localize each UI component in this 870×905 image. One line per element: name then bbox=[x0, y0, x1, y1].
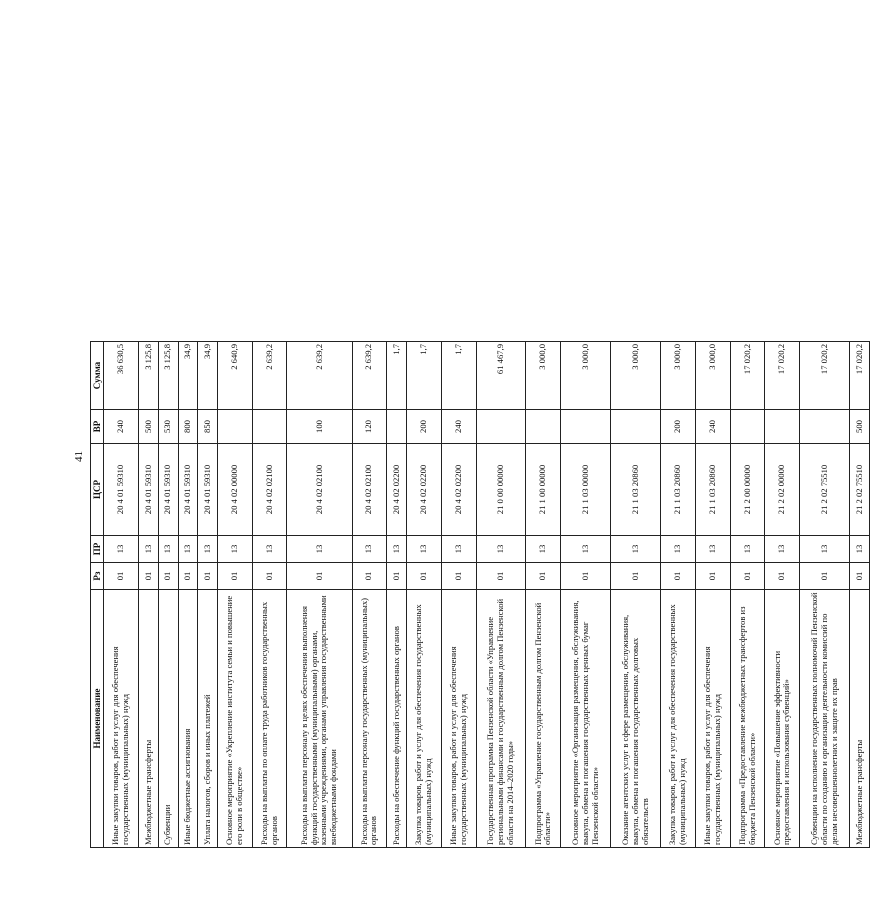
row-csr: 20 4 02 02200 bbox=[387, 444, 407, 536]
row-rz: 01 bbox=[178, 563, 198, 590]
row-pr: 13 bbox=[800, 536, 850, 563]
row-vr bbox=[526, 410, 561, 444]
row-name: Расходы на выплаты персоналу государственных (муниципальных) органов bbox=[352, 590, 387, 848]
row-csr: 21 1 03 20860 bbox=[611, 444, 661, 536]
row-vr bbox=[611, 410, 661, 444]
row-name: Расходы на выплаты по оплате труда работников государственных органов bbox=[252, 590, 287, 848]
row-rz: 01 bbox=[387, 563, 407, 590]
header-csr: ЦСР bbox=[91, 444, 104, 536]
row-pr: 13 bbox=[850, 536, 870, 563]
row-pr: 13 bbox=[695, 536, 730, 563]
row-rz: 01 bbox=[217, 563, 252, 590]
table-row bbox=[561, 342, 611, 848]
row-pr: 13 bbox=[252, 536, 287, 563]
row-name: Оказание агентских услуг в сфере размещения, обслуживания, выкупа, обмена и погашения государственных долговых обязательств bbox=[611, 590, 661, 848]
table-row bbox=[287, 342, 352, 848]
table-header-row bbox=[91, 342, 104, 848]
table-row bbox=[217, 342, 252, 848]
row-vr: 240 bbox=[441, 410, 476, 444]
row-sum: 34,9 bbox=[178, 342, 198, 410]
row-sum: 17 020,2 bbox=[850, 342, 870, 410]
row-sum: 2 640,9 bbox=[217, 342, 252, 410]
row-vr bbox=[800, 410, 850, 444]
row-name: Иные закупки товаров, работ и услуг для обеспечения государственных (муниципальных) нужд bbox=[441, 590, 476, 848]
row-csr: 21 1 03 00000 bbox=[561, 444, 611, 536]
row-name: Субвенции bbox=[158, 590, 178, 848]
row-csr: 21 1 00 00000 bbox=[526, 444, 561, 536]
row-vr: 500 bbox=[850, 410, 870, 444]
row-sum: 3 000,0 bbox=[661, 342, 696, 410]
budget-table bbox=[90, 341, 870, 848]
row-csr: 20 4 02 02200 bbox=[441, 444, 476, 536]
row-name: Иные закупки товаров, работ и услуг для обеспечения государственных (муниципальных) нужд bbox=[104, 590, 139, 848]
row-rz: 01 bbox=[526, 563, 561, 590]
table-row bbox=[476, 342, 526, 848]
row-pr: 13 bbox=[287, 536, 352, 563]
row-rz: 01 bbox=[139, 563, 159, 590]
row-csr: 20 4 02 02200 bbox=[406, 444, 441, 536]
row-vr: 240 bbox=[695, 410, 730, 444]
row-name: Расходы на выплаты персоналу в целях обеспечения выполнения функций государственными (муниципальными) органами, казенными учреждениями, органами управления государственными внебюджетными фондами bbox=[287, 590, 352, 848]
row-name: Основное мероприятие «Укрепление института семьи и повышение его роли в обществе» bbox=[217, 590, 252, 848]
row-rz: 01 bbox=[158, 563, 178, 590]
row-vr bbox=[765, 410, 800, 444]
row-vr: 500 bbox=[139, 410, 159, 444]
row-name: Межбюджетные трансферты bbox=[139, 590, 159, 848]
table-row bbox=[104, 342, 139, 848]
row-name: Закупка товаров, работ и услуг для обеспечения государственных (муниципальных) нужд bbox=[661, 590, 696, 848]
row-csr: 20 4 01 59310 bbox=[178, 444, 198, 536]
page-number: 41 bbox=[73, 451, 85, 462]
table-row bbox=[406, 342, 441, 848]
row-vr bbox=[730, 410, 765, 444]
row-name: Иные закупки товаров, работ и услуг для обеспечения государственных (муниципальных) нужд bbox=[695, 590, 730, 848]
row-pr: 13 bbox=[561, 536, 611, 563]
row-pr: 13 bbox=[661, 536, 696, 563]
row-vr: 530 bbox=[158, 410, 178, 444]
row-sum: 3 125,8 bbox=[139, 342, 159, 410]
table-row bbox=[352, 342, 387, 848]
row-rz: 01 bbox=[252, 563, 287, 590]
row-name: Межбюджетные трансферты bbox=[850, 590, 870, 848]
row-sum: 3 125,8 bbox=[158, 342, 178, 410]
rotated-page bbox=[70, 65, 864, 848]
row-csr: 21 2 00 00000 bbox=[730, 444, 765, 536]
row-vr bbox=[476, 410, 526, 444]
table-row bbox=[198, 342, 218, 848]
row-vr: 200 bbox=[406, 410, 441, 444]
table-row bbox=[158, 342, 178, 848]
table-row bbox=[730, 342, 765, 848]
row-vr: 120 bbox=[352, 410, 387, 444]
row-name: Государственная программа Пензенской области «Управление региональными финансами и государственным долгом Пензенской области на 2014–2020 годы» bbox=[476, 590, 526, 848]
row-name: Основное мероприятие «Организация размещения, обслуживания, выкупа, обмена и погашения государственных ценных бумаг Пензенской области» bbox=[561, 590, 611, 848]
row-sum: 36 630,5 bbox=[104, 342, 139, 410]
row-csr: 21 1 03 20860 bbox=[661, 444, 696, 536]
row-sum: 1,7 bbox=[406, 342, 441, 410]
row-sum: 3 000,0 bbox=[611, 342, 661, 410]
table-row bbox=[695, 342, 730, 848]
row-pr: 13 bbox=[387, 536, 407, 563]
row-pr: 13 bbox=[217, 536, 252, 563]
row-vr: 850 bbox=[198, 410, 218, 444]
header-vr: ВР bbox=[91, 410, 104, 444]
row-csr: 21 2 02 75510 bbox=[850, 444, 870, 536]
table-row bbox=[526, 342, 561, 848]
header-pr: ПР bbox=[91, 536, 104, 563]
row-pr: 13 bbox=[198, 536, 218, 563]
row-pr: 13 bbox=[406, 536, 441, 563]
row-rz: 01 bbox=[800, 563, 850, 590]
row-vr: 200 bbox=[661, 410, 696, 444]
row-sum: 1,7 bbox=[387, 342, 407, 410]
table-row bbox=[850, 342, 870, 848]
row-sum: 2 639,2 bbox=[287, 342, 352, 410]
row-name: Закупка товаров, работ и услуг для обеспечения государственных (муниципальных) нужд bbox=[406, 590, 441, 848]
row-pr: 13 bbox=[765, 536, 800, 563]
row-sum: 3 000,0 bbox=[695, 342, 730, 410]
row-rz: 01 bbox=[476, 563, 526, 590]
row-vr: 800 bbox=[178, 410, 198, 444]
row-pr: 13 bbox=[611, 536, 661, 563]
row-rz: 01 bbox=[441, 563, 476, 590]
row-csr: 21 2 02 00000 bbox=[765, 444, 800, 536]
row-sum: 17 020,2 bbox=[765, 342, 800, 410]
row-pr: 13 bbox=[158, 536, 178, 563]
row-sum: 1,7 bbox=[441, 342, 476, 410]
row-pr: 13 bbox=[104, 536, 139, 563]
row-pr: 13 bbox=[352, 536, 387, 563]
row-name: Подпрограмма «Управление государственным долгом Пензенской области» bbox=[526, 590, 561, 848]
row-vr bbox=[217, 410, 252, 444]
row-name: Подпрограмма «Предоставление межбюджетных трансфертов из бюджета Пензенской области» bbox=[730, 590, 765, 848]
row-vr bbox=[561, 410, 611, 444]
row-rz: 01 bbox=[695, 563, 730, 590]
row-csr: 20 4 01 59310 bbox=[158, 444, 178, 536]
row-name: Расходы на обеспечение функций государственных органов bbox=[387, 590, 407, 848]
row-csr: 20 4 02 00000 bbox=[217, 444, 252, 536]
row-pr: 13 bbox=[441, 536, 476, 563]
row-rz: 01 bbox=[765, 563, 800, 590]
row-pr: 13 bbox=[526, 536, 561, 563]
table-row bbox=[178, 342, 198, 848]
row-csr: 20 4 01 59310 bbox=[139, 444, 159, 536]
row-rz: 01 bbox=[850, 563, 870, 590]
header-rz: Рз bbox=[91, 563, 104, 590]
row-rz: 01 bbox=[104, 563, 139, 590]
row-sum: 2 639,2 bbox=[352, 342, 387, 410]
table-row bbox=[611, 342, 661, 848]
row-csr: 20 4 01 59310 bbox=[198, 444, 218, 536]
row-sum: 34,9 bbox=[198, 342, 218, 410]
table-row bbox=[441, 342, 476, 848]
row-rz: 01 bbox=[406, 563, 441, 590]
row-name: Основное мероприятие «Повышение эффективности предоставления и использования субвенций» bbox=[765, 590, 800, 848]
row-csr: 20 4 02 02100 bbox=[252, 444, 287, 536]
table-row bbox=[387, 342, 407, 848]
row-csr: 20 4 02 02100 bbox=[352, 444, 387, 536]
header-name: Наименование bbox=[91, 590, 104, 848]
row-rz: 01 bbox=[661, 563, 696, 590]
row-sum: 3 000,0 bbox=[561, 342, 611, 410]
table-row bbox=[800, 342, 850, 848]
row-rz: 01 bbox=[561, 563, 611, 590]
row-sum: 17 020,2 bbox=[730, 342, 765, 410]
row-csr: 20 4 02 02100 bbox=[287, 444, 352, 536]
row-rz: 01 bbox=[352, 563, 387, 590]
table-row bbox=[661, 342, 696, 848]
row-vr: 240 bbox=[104, 410, 139, 444]
row-rz: 01 bbox=[611, 563, 661, 590]
row-rz: 01 bbox=[730, 563, 765, 590]
table-row bbox=[139, 342, 159, 848]
row-pr: 13 bbox=[730, 536, 765, 563]
header-sum: Сумма bbox=[91, 342, 104, 410]
table-row bbox=[765, 342, 800, 848]
row-csr: 21 2 02 75510 bbox=[800, 444, 850, 536]
row-sum: 17 020,2 bbox=[800, 342, 850, 410]
row-rz: 01 bbox=[198, 563, 218, 590]
row-pr: 13 bbox=[476, 536, 526, 563]
table-row bbox=[252, 342, 287, 848]
row-sum: 61 467,9 bbox=[476, 342, 526, 410]
row-name: Субвенции на исполнение государственных полномочий Пензенской области по созданию и организации деятельности комиссий по делам несовершеннолетних и защите их прав bbox=[800, 590, 850, 848]
row-vr bbox=[387, 410, 407, 444]
row-rz: 01 bbox=[287, 563, 352, 590]
row-name: Иные бюджетные ассигнования bbox=[178, 590, 198, 848]
row-pr: 13 bbox=[178, 536, 198, 563]
row-csr: 21 1 03 20860 bbox=[695, 444, 730, 536]
row-sum: 2 639,2 bbox=[252, 342, 287, 410]
row-csr: 21 0 00 00000 bbox=[476, 444, 526, 536]
row-vr bbox=[252, 410, 287, 444]
row-sum: 3 000,0 bbox=[526, 342, 561, 410]
row-vr: 100 bbox=[287, 410, 352, 444]
row-pr: 13 bbox=[139, 536, 159, 563]
row-name: Уплата налогов, сборов и иных платежей bbox=[198, 590, 218, 848]
row-csr: 20 4 01 59310 bbox=[104, 444, 139, 536]
